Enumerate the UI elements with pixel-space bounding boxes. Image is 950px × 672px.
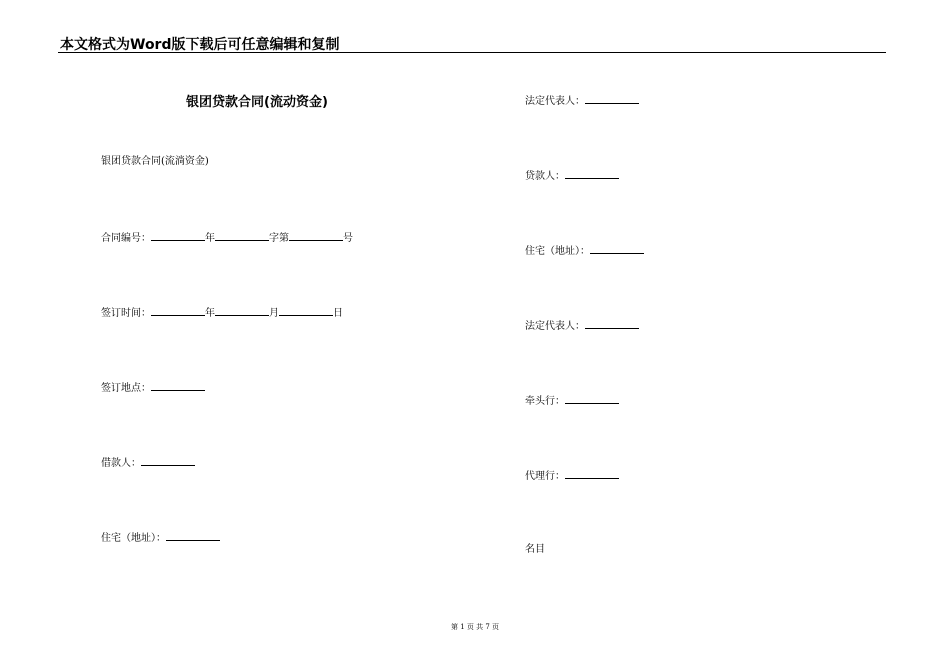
zi-blank: [215, 230, 269, 241]
year-label: 年: [205, 233, 215, 244]
zi-di-label: 字第: [269, 233, 289, 244]
borrower-blank: [141, 455, 195, 466]
legal-rep-1-blank: [585, 93, 639, 104]
sign-place-line: [101, 380, 205, 396]
header-title: 本文格式为Word版下载后可任意编辑和复制: [60, 37, 340, 53]
sign-year-label: 年: [205, 308, 215, 319]
hao-label: 号: [343, 233, 353, 244]
borrower-address-line: [101, 530, 220, 546]
sign-place-blank: [151, 380, 205, 391]
legal-rep-1-label: 法定代表人：: [525, 96, 585, 107]
lender-label: 贷款人：: [525, 171, 565, 182]
borrower-line: [101, 455, 195, 471]
borrower-label: 借款人：: [101, 458, 141, 469]
hao-blank: [289, 230, 343, 241]
document-subtitle: 银团贷款合同(流淌资金): [101, 156, 209, 167]
lender-address-label: 住宅（地址）：: [525, 246, 590, 257]
sign-place-label: 签订地点：: [101, 383, 151, 394]
lender-address-line: [525, 243, 644, 259]
lender-line: [525, 168, 619, 184]
legal-rep-2-label: 法定代表人：: [525, 321, 585, 332]
table-of-contents-heading: 名目: [525, 544, 545, 555]
contract-number-line: [101, 230, 353, 246]
agent-bank-label: 代理行：: [525, 471, 565, 482]
sign-month-blank: [215, 305, 269, 316]
sign-time-label: 签订时间：: [101, 308, 151, 319]
lender-address-blank: [590, 243, 644, 254]
header-divider: [58, 52, 886, 53]
lead-bank-blank: [565, 393, 619, 404]
borrower-address-label: 住宅（地址）：: [101, 533, 166, 544]
sign-year-blank: [151, 305, 205, 316]
page-number: 第 1 页 共 7 页: [450, 623, 500, 631]
lead-bank-line: [525, 393, 619, 409]
document-title: 银团贷款合同(流动资金): [186, 95, 328, 110]
legal-rep-1-line: [525, 93, 639, 109]
sign-time-line: [101, 305, 343, 321]
agent-bank-blank: [565, 468, 619, 479]
contract-number-label: 合同编号：: [101, 233, 151, 244]
agent-bank-line: [525, 468, 619, 484]
lender-blank: [565, 168, 619, 179]
sign-day-label: 日: [333, 308, 343, 319]
sign-month-label: 月: [269, 308, 279, 319]
legal-rep-2-blank: [585, 318, 639, 329]
lead-bank-label: 牵头行：: [525, 396, 565, 407]
legal-rep-2-line: [525, 318, 639, 334]
borrower-address-blank: [166, 530, 220, 541]
sign-day-blank: [279, 305, 333, 316]
contract-number-blank: [151, 230, 205, 241]
